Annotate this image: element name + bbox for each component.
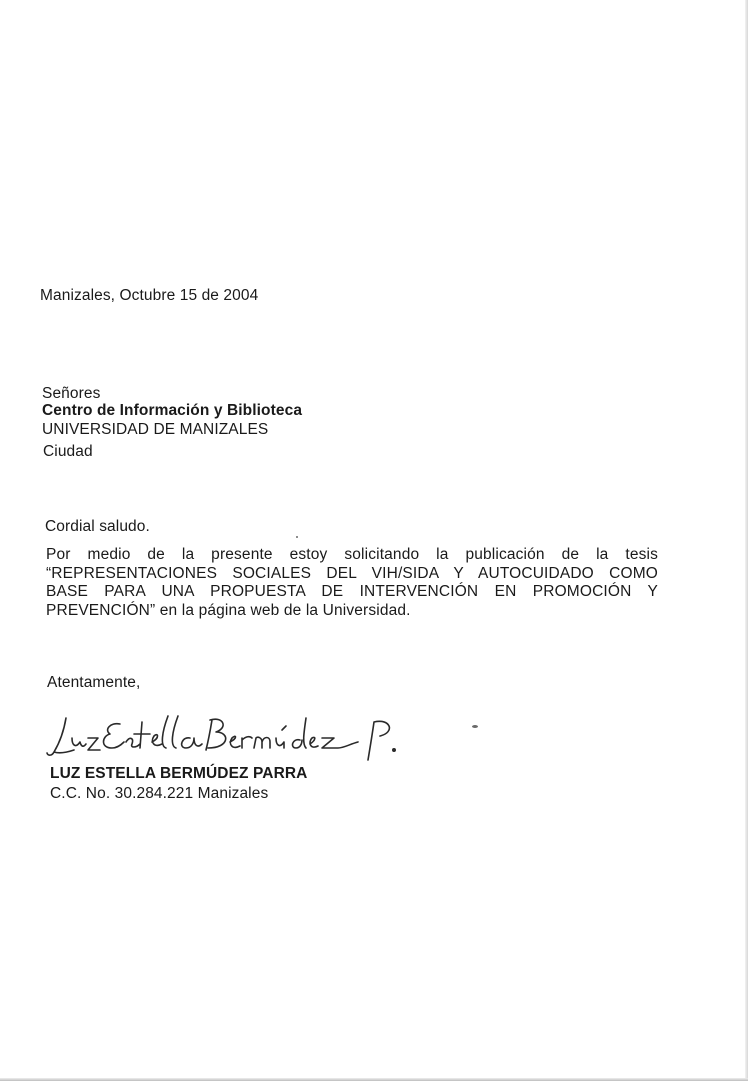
recipient-department: Centro de Información y Biblioteca [42,402,303,419]
body-line: Por medio de la presente estoy solicitando la publicación de la tesis [46,546,658,563]
signer-id: C.C. No. 30.284.221 Manizales [50,785,269,802]
body-paragraph [46,546,658,620]
scan-speck [296,536,298,538]
signer-name: LUZ ESTELLA BERMÚDEZ PARRA [50,765,308,782]
greeting: Cordial saludo. [45,518,150,535]
closing: Atentamente, [47,674,141,691]
recipient-institution: UNIVERSIDAD DE MANIZALES [42,421,269,438]
recipient-city: Ciudad [43,443,93,460]
body-line: PREVENCIÓN” en la página web de la Universidad. [46,601,411,619]
scan-speck [472,725,478,728]
recipient-title: Señores [42,385,101,402]
body-line: BASE PARA UNA PROPUESTA DE INTERVENCIÓN EN PROMOCIÓN Y [46,583,658,600]
place-date: Manizales, Octubre 15 de 2004 [40,287,259,304]
handwritten-signature [44,708,404,766]
body-line: “REPRESENTACIONES SOCIALES DEL VIH/SIDA Y AUTOCUIDADO COMO [46,564,658,582]
